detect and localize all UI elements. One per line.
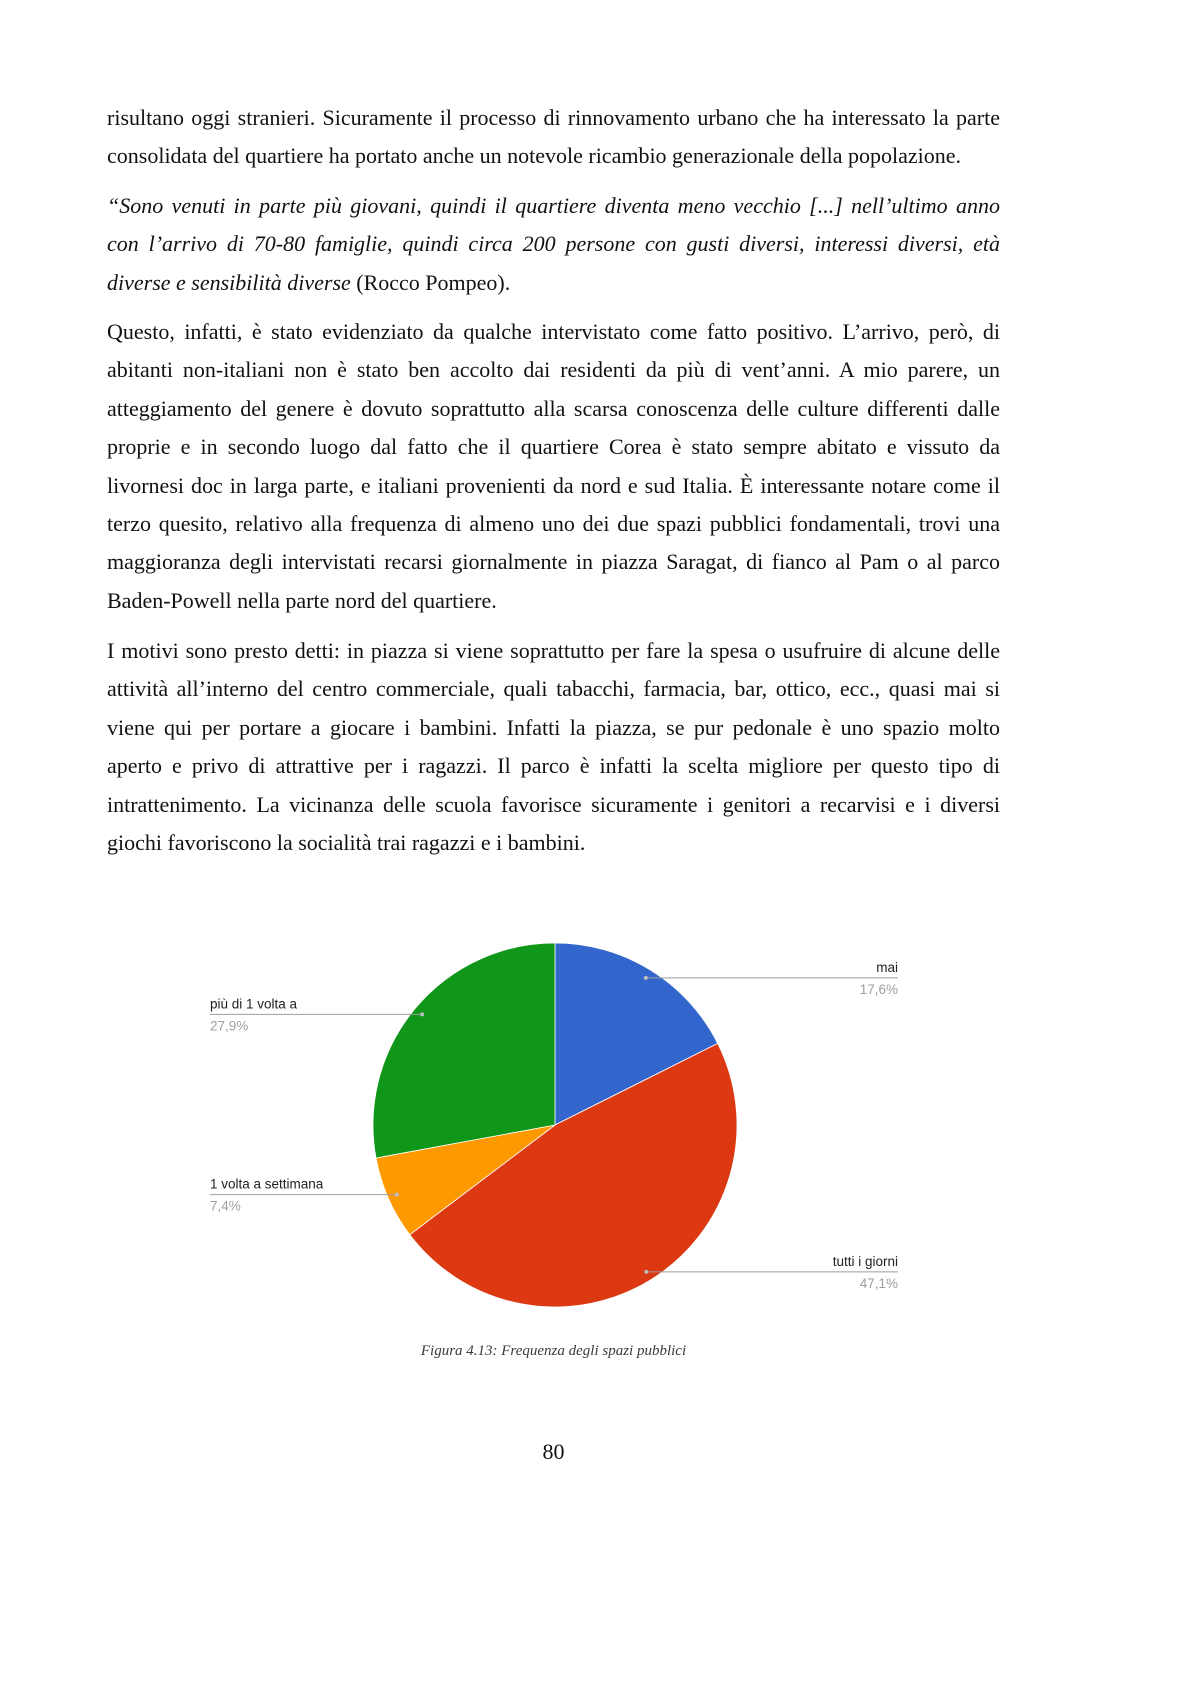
slice-percent: 47,1% xyxy=(859,1275,898,1291)
text-line: I motivi sono presto detti: in piazza si viene soprattutto per fare la spesa o usufruire di alcune delle xyxy=(107,638,1000,663)
text-line: aperto e privo di attrattive per i ragazzi. Il parco è infatti la scelta migliore per questo tipo di xyxy=(107,753,1000,779)
text-line: viene qui per portare a giocare i bambini. Infatti la piazza, se pur pedonale è uno spazio molto xyxy=(107,714,1000,740)
leader-dot xyxy=(420,1012,424,1016)
text-line: intrattenimento. La vicinanza delle scuola favorisce sicuramente i genitori a recarvisi e i diversi xyxy=(107,791,1000,817)
text-line: Baden-Powell nella parte nord del quartiere. xyxy=(107,587,497,613)
leader-dot xyxy=(644,1270,648,1274)
pie-chart xyxy=(0,920,1190,1330)
figure-caption: Figura 4.13: Frequenza degli spazi pubblici xyxy=(420,1343,687,1359)
text-line: attività all’interno del centro commerciale, quali tabacchi, farmacia, bar, ottico, ecc., quasi mai si xyxy=(107,676,1000,702)
text-line: giochi favoriscono la socialità trai ragazzi e i bambini. xyxy=(107,829,586,855)
slice-label: più di 1 volta a xyxy=(210,996,298,1012)
text-line: Questo, infatti, è stato evidenziato da qualche intervistato come fatto positivo. L’arrivo, però, di xyxy=(107,319,1000,344)
text-line: livornesi doc in larga parte, e italiani provenienti da nord e sud Italia. È interessante notare come il xyxy=(107,472,1000,498)
leader-dot xyxy=(644,976,648,980)
pie-slice xyxy=(373,943,555,1158)
text-line: “Sono venuti in parte più giovani, quindi il quartiere diventa meno vecchio [...] nell’ultimo anno xyxy=(107,193,1000,218)
quote-attribution: (Rocco Pompeo). xyxy=(350,269,511,295)
page-number: 80 xyxy=(542,1439,565,1464)
paragraph xyxy=(107,313,1000,620)
text-line: atteggiamento del genere è dovuto soprattutto alla scarsa conoscenza delle culture differenti dalle xyxy=(107,395,1000,421)
slice-percent: 27,9% xyxy=(210,1018,249,1034)
text-line: terzo quesito, relativo alla frequenza di almeno uno dei due spazi pubblici fondamentali, trovi una xyxy=(107,510,1000,536)
text-line: proprie e in secondo luogo dal fatto che il quartiere Corea è stato sempre abitato e vissuto da xyxy=(107,434,1000,460)
text-line: maggioranza degli intervistati recarsi giornalmente in piazza Saragat, di fianco al Pam o al parco xyxy=(107,549,1000,575)
quote-paragraph xyxy=(107,187,1000,302)
slice-percent: 17,6% xyxy=(859,981,898,997)
text-line: consolidata del quartiere ha portato anche un notevole ricambio generazionale della popolazione. xyxy=(107,143,961,169)
slice-label: 1 volta a settimana xyxy=(210,1176,324,1192)
paragraph xyxy=(107,632,1000,862)
slice-percent: 7,4% xyxy=(210,1198,241,1214)
text-line: abitanti non-italiani non è stato ben accolto dai residenti da più di vent’anni. A mio parere, un xyxy=(107,357,1000,383)
text-line: risultano oggi stranieri. Sicuramente il processo di rinnovamento urbano che ha interessato la parte xyxy=(107,105,1000,130)
slice-label: mai xyxy=(876,959,898,975)
text-line xyxy=(107,264,1000,302)
quote-text: diverse e sensibilità diverse xyxy=(107,269,351,295)
slice-label: tutti i giorni xyxy=(832,1253,898,1269)
text-line: con l’arrivo di 70-80 famiglie, quindi circa 200 persone con gusti diversi, interessi diversi, età xyxy=(107,231,1000,257)
paragraph xyxy=(107,99,1000,176)
leader-dot xyxy=(395,1193,399,1197)
